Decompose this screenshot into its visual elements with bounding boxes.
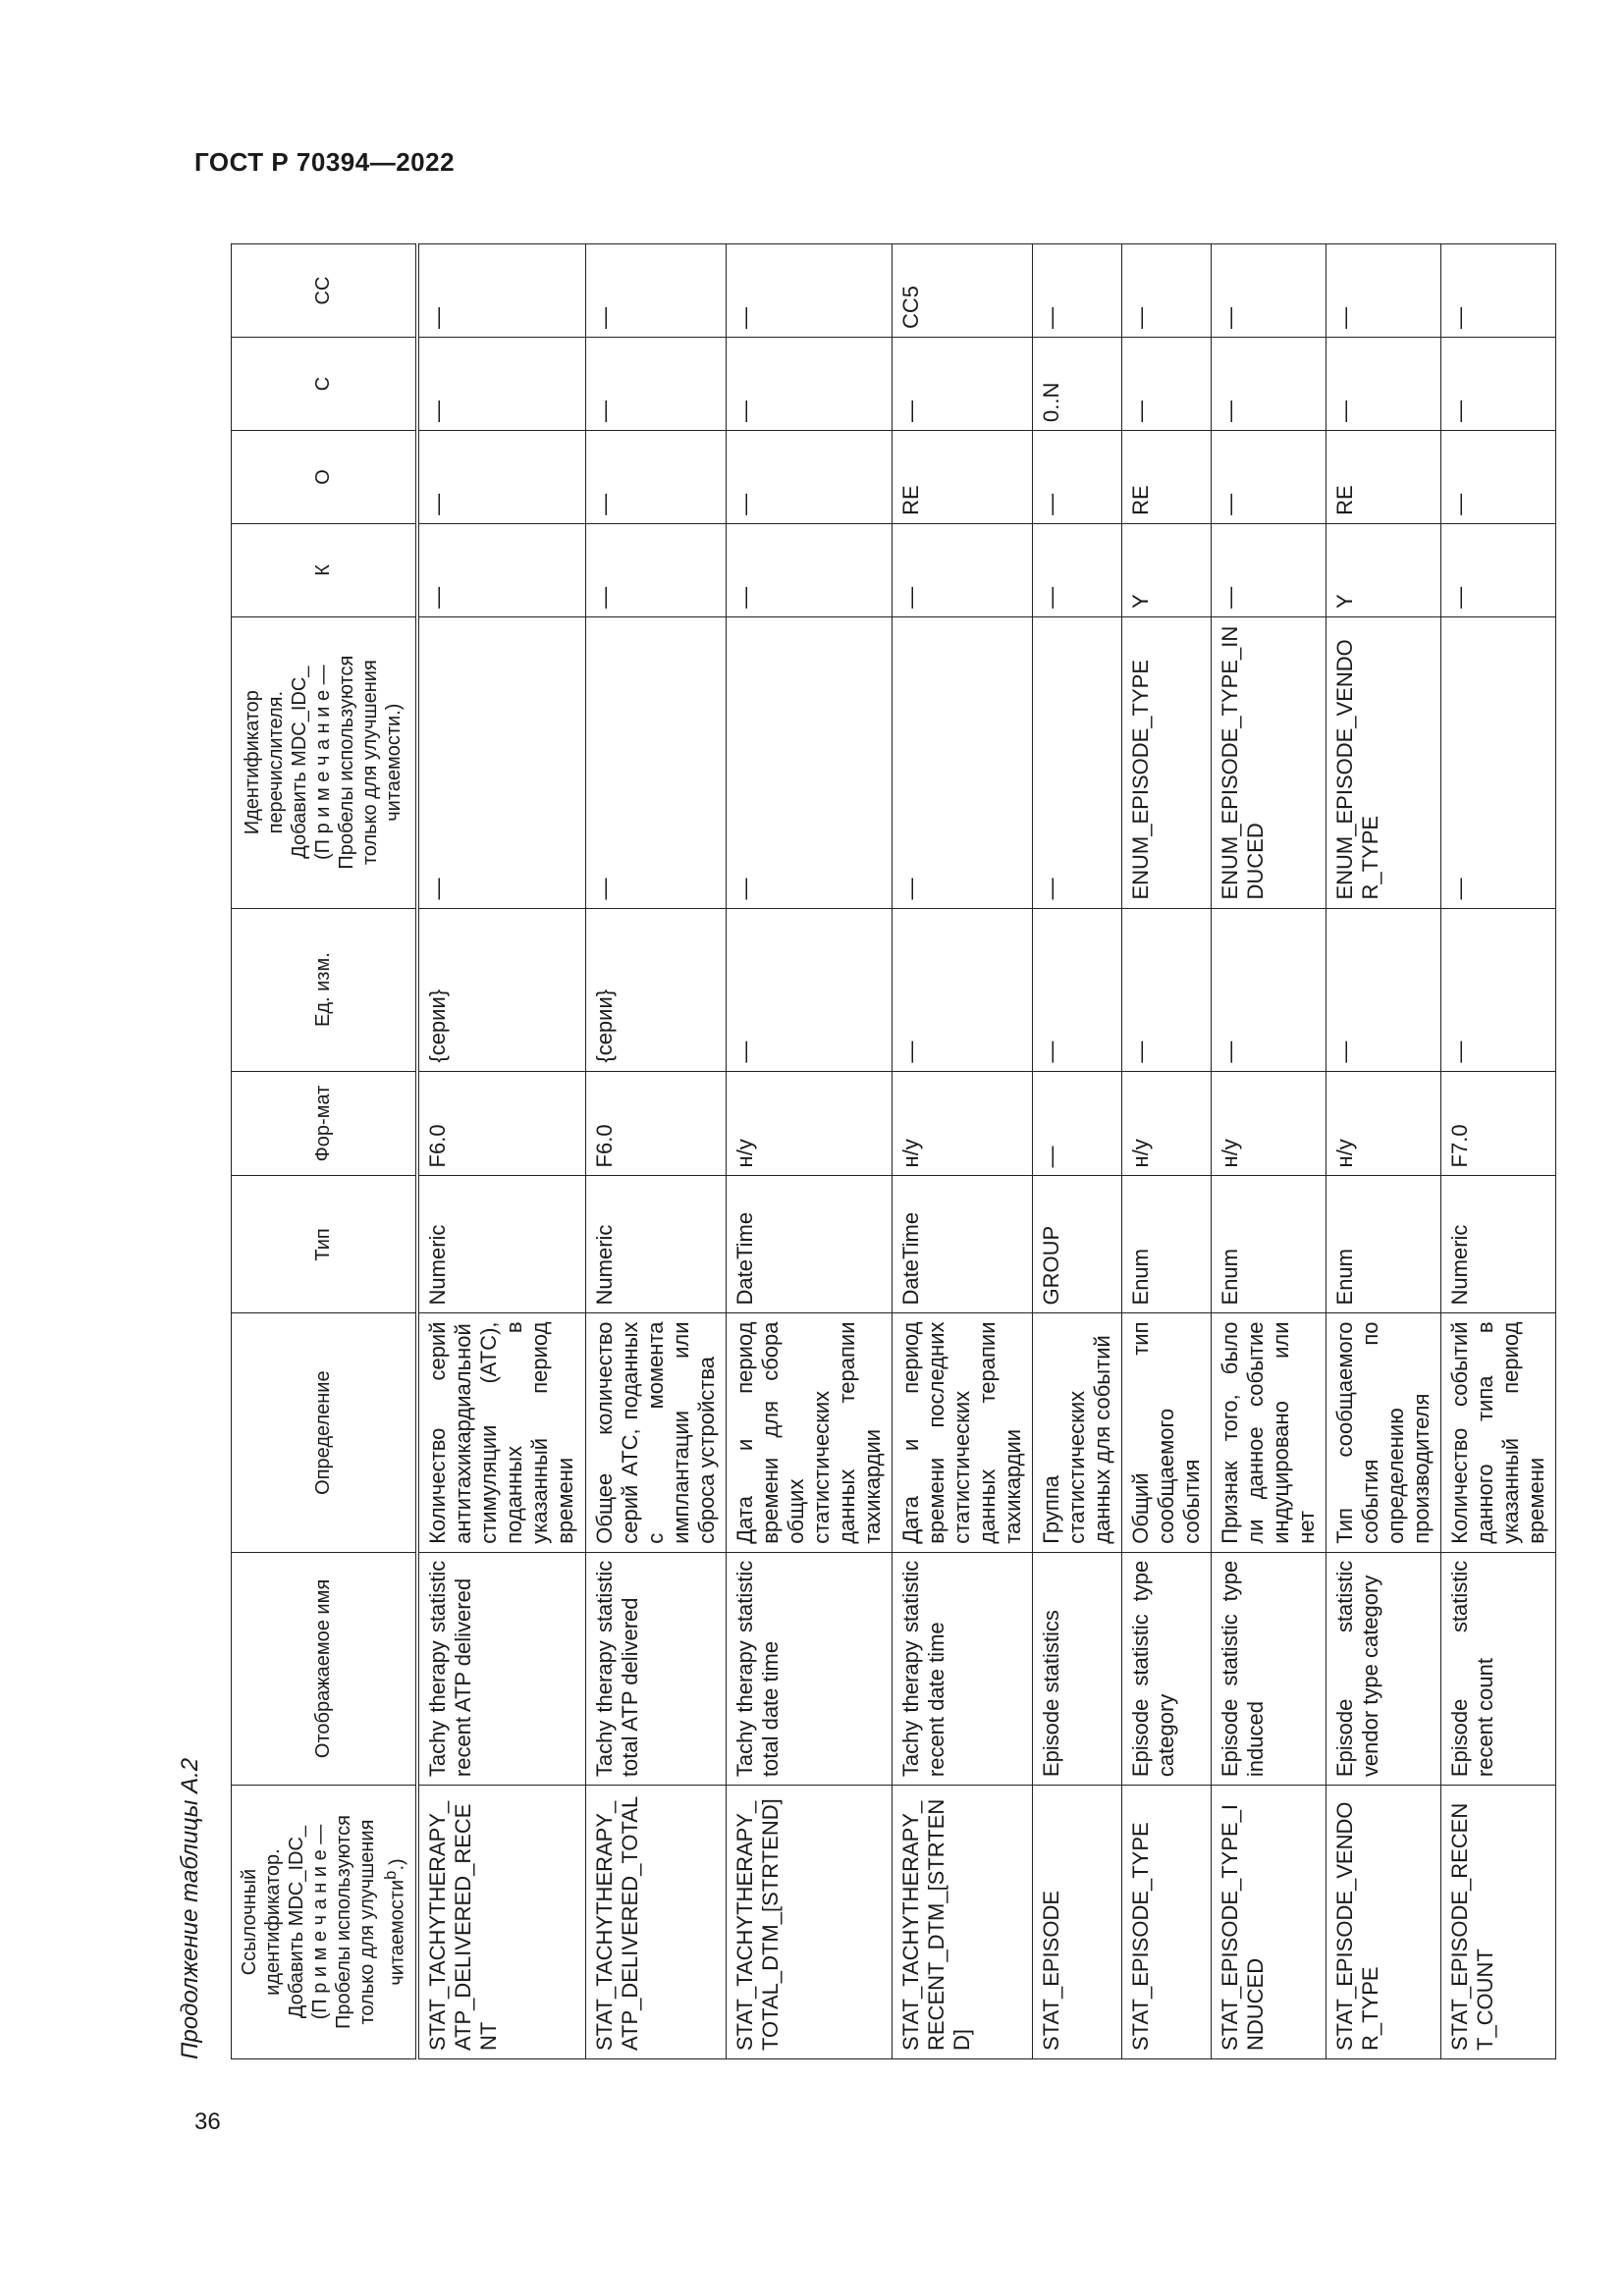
table-row bbox=[1122, 244, 1212, 2059]
cell-o: — bbox=[586, 430, 727, 523]
cell-name: Tachy therapy statistic total date time bbox=[727, 1552, 893, 1785]
cell-k: — bbox=[1441, 523, 1556, 616]
cell-o: — bbox=[417, 430, 586, 523]
cell-o: RE bbox=[893, 430, 1033, 523]
cell-name: Tachy therapy statistic recent date time bbox=[893, 1552, 1033, 1785]
cell-format: — bbox=[1033, 1071, 1122, 1176]
table-header-row bbox=[232, 244, 417, 2059]
cell-o: — bbox=[727, 430, 893, 523]
cell-k: Y bbox=[1122, 523, 1212, 616]
table-row bbox=[586, 244, 727, 2059]
cell-unit: — bbox=[893, 908, 1033, 1071]
cell-definition: Количество событий данного типа в указанный период времени bbox=[1441, 1313, 1556, 1552]
cell-definition: Дата и период времени последних статистических данных терапии тахикардии bbox=[893, 1313, 1033, 1552]
cell-c: — bbox=[893, 338, 1033, 431]
col-header-unit: Ед. изм. bbox=[232, 908, 417, 1071]
cell-unit: — bbox=[1212, 908, 1326, 1071]
cell-definition: Дата и период времени для сбора общих статистических данных терапии тахикардии bbox=[727, 1313, 893, 1552]
cell-enum: — bbox=[586, 616, 727, 908]
cell-k: — bbox=[1033, 523, 1122, 616]
cell-enum: — bbox=[893, 616, 1033, 908]
cell-type: Enum bbox=[1212, 1176, 1326, 1313]
cell-c: — bbox=[1122, 338, 1212, 431]
cell-format: н/у bbox=[727, 1071, 893, 1176]
cell-c: — bbox=[1326, 338, 1441, 431]
cell-format: н/у bbox=[1212, 1071, 1326, 1176]
cell-format: F6.0 bbox=[586, 1071, 727, 1176]
cell-format: F6.0 bbox=[417, 1071, 586, 1176]
cell-unit: — bbox=[1033, 908, 1122, 1071]
cell-name: Episode statistic recent count bbox=[1441, 1552, 1556, 1785]
cell-enum: ENUM_EPISODE_TYPE bbox=[1122, 616, 1212, 908]
table-caption: Продолжение таблицы А.2 bbox=[177, 1757, 203, 2059]
cell-cc: — bbox=[417, 244, 586, 338]
cell-type: DateTime bbox=[893, 1176, 1033, 1313]
cell-c: 0..N bbox=[1033, 338, 1122, 431]
cell-c: — bbox=[1441, 338, 1556, 431]
cell-id: STAT_TACHYTHERAPY_TOTAL_DTM_[STRTEND] bbox=[727, 1786, 893, 2059]
cell-c: — bbox=[1212, 338, 1326, 431]
cell-enum: ENUM_EPISODE_VENDOR_TYPE bbox=[1326, 616, 1441, 908]
cell-cc: — bbox=[1212, 244, 1326, 338]
cell-enum: — bbox=[417, 616, 586, 908]
cell-k: — bbox=[727, 523, 893, 616]
cell-type: Numeric bbox=[1441, 1176, 1556, 1313]
cell-type: Numeric bbox=[417, 1176, 586, 1313]
cell-cc: CC5 bbox=[893, 244, 1033, 338]
col-header-c: С bbox=[232, 338, 417, 431]
cell-cc: — bbox=[1326, 244, 1441, 338]
cell-id: STAT_TACHYTHERAPY_ATP_DELIVERED_TOTAL bbox=[586, 1786, 727, 2059]
cell-name: Tachy therapy statistic recent ATP delivered bbox=[417, 1552, 586, 1785]
cell-unit: {серии} bbox=[417, 908, 586, 1071]
cell-type: GROUP bbox=[1033, 1176, 1122, 1313]
cell-id: STAT_EPISODE_RECENT_COUNT bbox=[1441, 1786, 1556, 2059]
cell-format: н/у bbox=[1326, 1071, 1441, 1176]
cell-enum: ENUM_EPISODE_TYPE_INDUCED bbox=[1212, 616, 1326, 908]
cell-id: STAT_EPISODE_VENDOR_TYPE bbox=[1326, 1786, 1441, 2059]
cell-type: DateTime bbox=[727, 1176, 893, 1313]
table-row bbox=[1441, 244, 1556, 2059]
cell-format: F7.0 bbox=[1441, 1071, 1556, 1176]
cell-k: Y bbox=[1326, 523, 1441, 616]
cell-o: — bbox=[1441, 430, 1556, 523]
cell-k: — bbox=[417, 523, 586, 616]
cell-k: — bbox=[1212, 523, 1326, 616]
cell-type: Enum bbox=[1122, 1176, 1212, 1313]
cell-format: н/у bbox=[893, 1071, 1033, 1176]
cell-unit: — bbox=[1122, 908, 1212, 1071]
data-table bbox=[231, 243, 1556, 2059]
cell-name: Tachy therapy statistic total ATP delivered bbox=[586, 1552, 727, 1785]
cell-unit: — bbox=[1441, 908, 1556, 1071]
col-header-type: Тип bbox=[232, 1176, 417, 1313]
cell-c: — bbox=[417, 338, 586, 431]
cell-type: Numeric bbox=[586, 1176, 727, 1313]
cell-c: — bbox=[586, 338, 727, 431]
col-header-k: К bbox=[232, 523, 417, 616]
col-header-o: О bbox=[232, 430, 417, 523]
cell-unit: — bbox=[1326, 908, 1441, 1071]
cell-id: STAT_EPISODE bbox=[1033, 1786, 1122, 2059]
cell-name: Episode statistic type induced bbox=[1212, 1552, 1326, 1785]
cell-definition: Общее количество серий АТС, поданных с момента имплантации или сброса устройства bbox=[586, 1313, 727, 1552]
col-header-definition: Определение bbox=[232, 1313, 417, 1552]
cell-id: STAT_EPISODE_TYPE_INDUCED bbox=[1212, 1786, 1326, 2059]
cell-o: — bbox=[1212, 430, 1326, 523]
cell-cc: — bbox=[1033, 244, 1122, 338]
cell-id: STAT_EPISODE_TYPE bbox=[1122, 1786, 1212, 2059]
table-row bbox=[1033, 244, 1122, 2059]
rotated-table-area bbox=[177, 234, 1549, 2059]
cell-definition: Группа статистических данных для событий bbox=[1033, 1313, 1122, 1552]
cell-unit: {серии} bbox=[586, 908, 727, 1071]
cell-name: Episode statistic vendor type category bbox=[1326, 1552, 1441, 1785]
table-row bbox=[893, 244, 1033, 2059]
col-header-cc: СС bbox=[232, 244, 417, 338]
cell-cc: — bbox=[727, 244, 893, 338]
table-row bbox=[1212, 244, 1326, 2059]
cell-o: — bbox=[1033, 430, 1122, 523]
col-header-enum-id: Идентификатор перечислителя. Добавить MDC_IDC_ (П р и м е ч а н и е — Пробелы используются только для улучшения читаемости.) bbox=[232, 616, 417, 908]
cell-k: — bbox=[893, 523, 1033, 616]
cell-definition: Тип сообщаемого события по определению производителя bbox=[1326, 1313, 1441, 1552]
table-row bbox=[417, 244, 586, 2059]
cell-format: н/у bbox=[1122, 1071, 1212, 1176]
cell-name: Episode statistics bbox=[1033, 1552, 1122, 1785]
cell-unit: — bbox=[727, 908, 893, 1071]
cell-enum: — bbox=[727, 616, 893, 908]
col-header-ref-id: Ссылочный идентификатор. Добавить MDC_IDC_ (П р и м е ч а н и е — Пробелы используются только для улучшения читаемости$^b$.) bbox=[232, 1786, 417, 2059]
col-header-format: Фор-мат bbox=[232, 1071, 417, 1176]
cell-cc: — bbox=[1122, 244, 1212, 338]
cell-cc: — bbox=[1441, 244, 1556, 338]
table-row bbox=[727, 244, 893, 2059]
cell-definition: Количество серий антитахикардиальной стимуляции (АТС), поданных в указанный период времени bbox=[417, 1313, 586, 1552]
document-header: ГОСТ Р 70394—2022 bbox=[194, 147, 456, 177]
cell-cc: — bbox=[586, 244, 727, 338]
cell-id: STAT_TACHYTHERAPY_ATP_DELIVERED_RECENT bbox=[417, 1786, 586, 2059]
cell-definition: Общий тип сообщаемого события bbox=[1122, 1313, 1212, 1552]
cell-o: RE bbox=[1122, 430, 1212, 523]
cell-c: — bbox=[727, 338, 893, 431]
cell-definition: Признак того, было ли данное событие индуцировано или нет bbox=[1212, 1313, 1326, 1552]
table-row bbox=[1326, 244, 1441, 2059]
cell-enum: — bbox=[1441, 616, 1556, 908]
cell-o: RE bbox=[1326, 430, 1441, 523]
cell-k: — bbox=[586, 523, 727, 616]
cell-name: Episode statistic type category bbox=[1122, 1552, 1212, 1785]
col-header-display-name: Отображаемое имя bbox=[232, 1552, 417, 1785]
cell-type: Enum bbox=[1326, 1176, 1441, 1313]
cell-id: STAT_TACHYTHERAPY_RECENT_DTM_[STRTEND] bbox=[893, 1786, 1033, 2059]
cell-enum: — bbox=[1033, 616, 1122, 908]
page-number: 36 bbox=[194, 2109, 221, 2135]
